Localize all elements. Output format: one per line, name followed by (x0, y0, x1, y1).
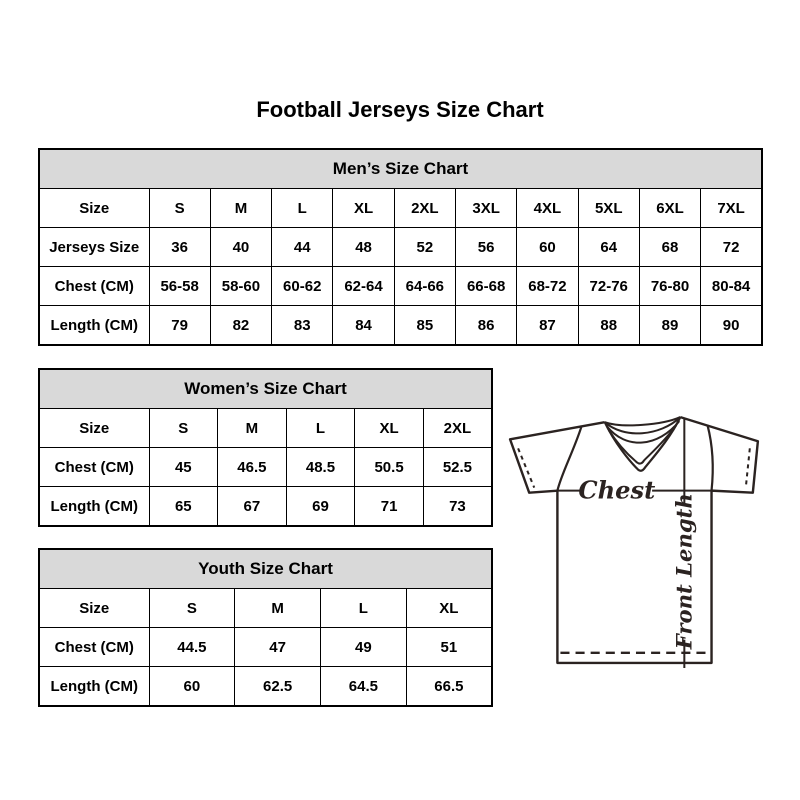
size-cell: 66-68 (455, 267, 516, 306)
row-label: Length (CM) (39, 667, 149, 707)
right-cuff-dash-line (746, 448, 750, 487)
table-row (39, 448, 492, 487)
table-row (39, 487, 492, 527)
size-cell: 47 (235, 628, 321, 667)
size-cell: 48 (333, 228, 394, 267)
size-cell: S (149, 189, 210, 228)
mens-size-table (38, 148, 763, 346)
size-cell: 58-60 (210, 267, 271, 306)
row-label: Chest (CM) (39, 628, 149, 667)
size-cell: 2XL (394, 189, 455, 228)
size-cell: 36 (149, 228, 210, 267)
size-cell: 40 (210, 228, 271, 267)
youth-table-header-row (39, 549, 492, 589)
size-cell: S (149, 589, 235, 628)
table-row (39, 306, 762, 346)
table-row (39, 589, 492, 628)
size-cell: 69 (286, 487, 355, 527)
size-cell: 68 (639, 228, 700, 267)
table-row (39, 628, 492, 667)
womens-table-title: Women’s Size Chart (39, 369, 492, 409)
size-cell: 90 (701, 306, 762, 346)
size-cell: 48.5 (286, 448, 355, 487)
size-cell: 86 (455, 306, 516, 346)
size-cell: M (218, 409, 287, 448)
size-cell: M (235, 589, 321, 628)
size-cell: 56-58 (149, 267, 210, 306)
jersey-diagram (503, 403, 775, 675)
size-cell: XL (355, 409, 424, 448)
size-cell: 46.5 (218, 448, 287, 487)
size-cell: 67 (218, 487, 287, 527)
size-cell: 2XL (423, 409, 492, 448)
size-cell: 72-76 (578, 267, 639, 306)
size-cell: 68-72 (517, 267, 578, 306)
size-cell: 51 (406, 628, 492, 667)
table-row (39, 667, 492, 707)
size-cell: 66.5 (406, 667, 492, 707)
page-title: Football Jerseys Size Chart (256, 97, 544, 122)
size-cell: 7XL (701, 189, 762, 228)
row-label: Size (39, 189, 149, 228)
size-cell: 85 (394, 306, 455, 346)
size-cell: 82 (210, 306, 271, 346)
size-cell: 5XL (578, 189, 639, 228)
size-cell: 60-62 (272, 267, 333, 306)
size-cell: 83 (272, 306, 333, 346)
size-cell: 45 (149, 448, 218, 487)
size-cell: S (149, 409, 218, 448)
size-cell: XL (406, 589, 492, 628)
size-cell: 4XL (517, 189, 578, 228)
front-length-label: Front Length (671, 493, 697, 650)
jersey-outline (510, 417, 758, 663)
size-cell: XL (333, 189, 394, 228)
size-cell: 88 (578, 306, 639, 346)
size-cell: 76-80 (639, 267, 700, 306)
chest-label: Chest (578, 475, 656, 505)
size-cell: L (272, 189, 333, 228)
size-cell: 79 (149, 306, 210, 346)
size-cell: 6XL (639, 189, 700, 228)
row-label: Size (39, 589, 149, 628)
size-cell: 73 (423, 487, 492, 527)
row-label: Length (CM) (39, 306, 149, 346)
size-cell: 44.5 (149, 628, 235, 667)
table-row (39, 189, 762, 228)
size-cell: 60 (517, 228, 578, 267)
size-cell: 80-84 (701, 267, 762, 306)
size-cell: 64 (578, 228, 639, 267)
size-cell: 89 (639, 306, 700, 346)
mens-table-title: Men’s Size Chart (39, 149, 762, 189)
table-row (39, 409, 492, 448)
jersey-collar-top-edge (605, 417, 681, 425)
row-label: Chest (CM) (39, 267, 149, 306)
womens-table-header-row (39, 369, 492, 409)
row-label: Size (39, 409, 149, 448)
size-cell: 65 (149, 487, 218, 527)
table-row (39, 267, 762, 306)
youth-table-title: Youth Size Chart (39, 549, 492, 589)
row-label: Jerseys Size (39, 228, 149, 267)
size-cell: L (321, 589, 407, 628)
size-cell: 56 (455, 228, 516, 267)
row-label: Length (CM) (39, 487, 149, 527)
row-label: Chest (CM) (39, 448, 149, 487)
size-cell: 52.5 (423, 448, 492, 487)
size-cell: 72 (701, 228, 762, 267)
size-cell: 52 (394, 228, 455, 267)
size-cell: 64.5 (321, 667, 407, 707)
size-cell: 50.5 (355, 448, 424, 487)
size-cell: 60 (149, 667, 235, 707)
size-cell: 87 (517, 306, 578, 346)
youth-size-table (38, 548, 493, 707)
jersey-right-sleeve-seam (708, 425, 713, 490)
size-cell: 84 (333, 306, 394, 346)
size-cell: 3XL (455, 189, 516, 228)
size-cell: M (210, 189, 271, 228)
table-row (39, 228, 762, 267)
size-cell: 62-64 (333, 267, 394, 306)
womens-size-table (38, 368, 493, 527)
size-cell: 62.5 (235, 667, 321, 707)
size-cell: L (286, 409, 355, 448)
size-cell: 49 (321, 628, 407, 667)
size-cell: 71 (355, 487, 424, 527)
mens-table-header-row (39, 149, 762, 189)
size-cell: 44 (272, 228, 333, 267)
size-cell: 64-66 (394, 267, 455, 306)
